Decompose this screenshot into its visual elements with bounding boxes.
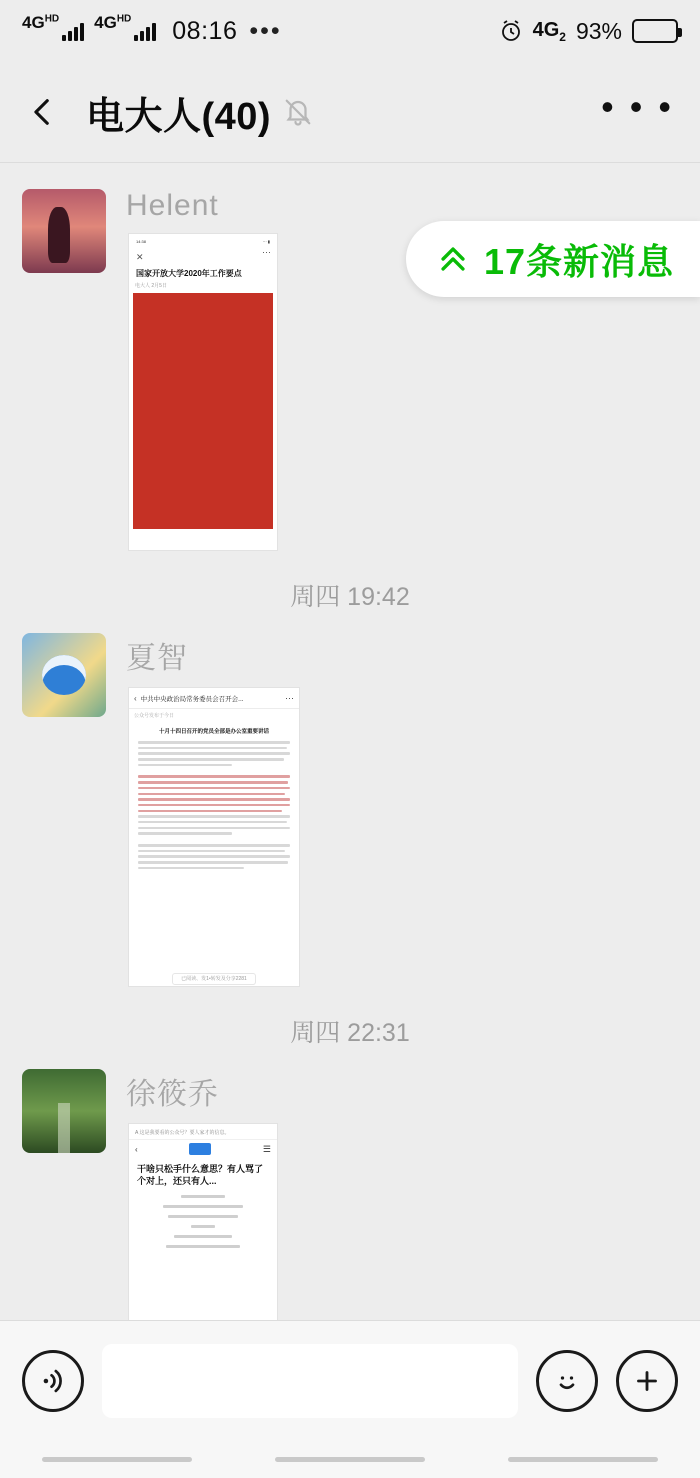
card-back-icon: ‹ [135, 1144, 138, 1154]
avatar[interactable] [22, 1069, 106, 1153]
voice-input-icon[interactable] [22, 1350, 84, 1412]
sender-name: Helent [126, 189, 219, 222]
card-top-note: A 这是我要看的公众号？要人家才的信息。 [129, 1124, 277, 1140]
message-input[interactable] [102, 1344, 518, 1418]
article-body [129, 1189, 277, 1261]
shared-document-card[interactable] [128, 687, 300, 987]
status-bar [0, 0, 700, 62]
article-meta: 电大人 2月5日 [135, 282, 167, 289]
avatar[interactable] [22, 189, 106, 273]
sim2-signal-icon [94, 13, 156, 41]
document-footer-label: 已阅读、发1•转发及分享2281 [172, 973, 256, 985]
article-body [133, 293, 273, 529]
shared-article-card[interactable] [128, 1123, 278, 1339]
card-close-icon: ✕ [136, 252, 144, 262]
message-timestamp: 周四 22:31 [290, 1019, 410, 1047]
nav-key-back[interactable] [508, 1457, 658, 1462]
card-status-time: 14:38 [136, 239, 147, 244]
sim2-label: $4G^{HD}$ [94, 13, 132, 32]
document-footer [129, 975, 299, 982]
battery-percent-label: 93% [575, 17, 622, 44]
avatar[interactable] [22, 633, 106, 717]
article-headline: 干啥只松手什么意思？有人骂了个对上，还只有人... [137, 1164, 264, 1187]
brand-logo-icon [189, 1143, 211, 1155]
sim1-signal-icon [22, 13, 84, 41]
document-title: 十月十四日召开的党员全部是办公室重要讲话 [158, 729, 269, 735]
card-more-icon: ⋯ [285, 693, 294, 703]
page-title: 电大人(40) [86, 95, 272, 138]
message-list[interactable] [0, 163, 700, 1339]
header-more-button[interactable]: • • • [601, 86, 674, 127]
battery-icon [632, 19, 678, 43]
message-timestamp: 周四 19:42 [290, 583, 410, 611]
card-menu-icon: ☰ [262, 1143, 271, 1154]
nav-key-recent-apps[interactable] [42, 1457, 192, 1462]
message-item [0, 1059, 700, 1339]
new-messages-banner[interactable] [406, 221, 700, 297]
alarm-clock-icon [499, 19, 523, 43]
system-navigation-bar [0, 1440, 700, 1478]
article-title: 国家开放大学2020年工作要点 [136, 269, 242, 278]
plus-circle-icon[interactable] [616, 1350, 678, 1412]
bell-muted-icon [283, 97, 313, 127]
sim1-label: $4G^{HD}$ [22, 13, 60, 32]
card-back-icon: ‹ [134, 694, 137, 703]
back-button[interactable] [26, 95, 60, 129]
document-subtitle: 公众号发布于今日 [134, 713, 175, 719]
document-header-title: 中共中央政治局常务委员会召开会... [140, 696, 244, 703]
new-messages-label: 17条新消息 [483, 240, 674, 282]
document-body [129, 721, 299, 878]
nav-key-home[interactable] [275, 1457, 425, 1462]
status-clock: 08:16 [172, 16, 238, 45]
card-more-icon: ⋯ [262, 247, 271, 257]
message-item [0, 623, 700, 987]
chat-header [0, 62, 700, 162]
chat-input-bar [0, 1320, 700, 1440]
smiley-face-icon[interactable] [536, 1350, 598, 1412]
status-overflow-icon: ••• [249, 16, 282, 45]
double-chevron-up-icon [436, 242, 470, 276]
sender-name: 徐筱乔 [126, 1078, 219, 1111]
shared-article-card[interactable]: 14:38 ⋯ ▮ ✕ ⋯ 国家开放大学2020年工作要点 电大人 2月5日 [128, 233, 278, 551]
sender-name: 夏智 [126, 642, 188, 675]
network-type-label: $4G_2$ [532, 18, 566, 44]
